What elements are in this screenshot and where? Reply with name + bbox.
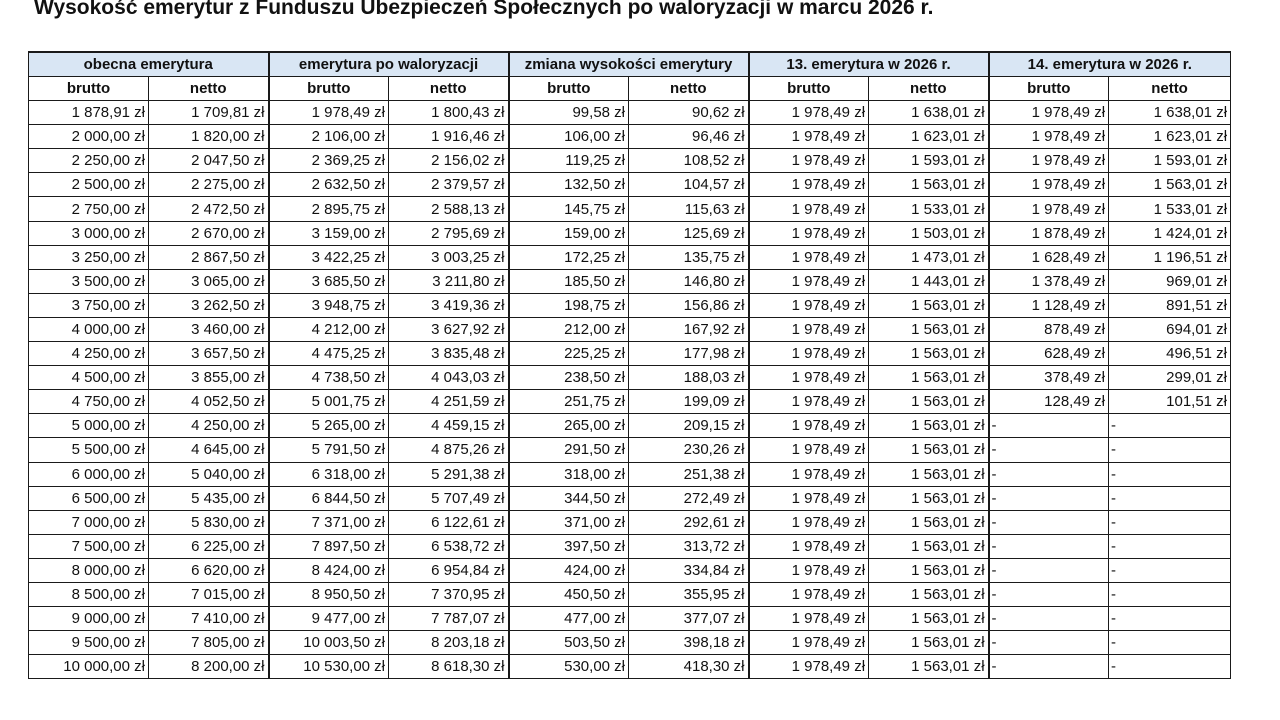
table-row: [29, 221, 1231, 245]
current-netto-cell: 4 645,00 zł: [149, 438, 269, 462]
change-brutto-cell: 424,00 zł: [509, 558, 629, 582]
current-netto-cell: 2 670,00 zł: [149, 221, 269, 245]
14th-netto-cell: 1 623,01 zł: [1109, 125, 1231, 149]
14th-netto-cell: 891,51 zł: [1109, 293, 1231, 317]
change-brutto-cell: 198,75 zł: [509, 293, 629, 317]
current-brutto-cell: 8 000,00 zł: [29, 558, 149, 582]
14th-netto-cell: -: [1109, 510, 1231, 534]
document-title: Wysokość emerytur z Funduszu Ubezpieczeń Społecznych po waloryzacji w marcu 2026 r.: [34, 0, 934, 19]
after-indexation-netto-cell: 4 459,15 zł: [389, 414, 509, 438]
13th-netto-cell: 1 563,01 zł: [869, 414, 989, 438]
current-netto-cell: 6 225,00 zł: [149, 534, 269, 558]
13th-brutto-cell: 1 978,49 zł: [749, 462, 869, 486]
current-netto-cell: 3 855,00 zł: [149, 366, 269, 390]
13th-brutto-cell: 1 978,49 zł: [749, 221, 869, 245]
change-netto-cell: 230,26 zł: [629, 438, 749, 462]
after-indexation-brutto-cell: 4 212,00 zł: [269, 317, 389, 341]
current-brutto-cell: 5 000,00 zł: [29, 414, 149, 438]
current-brutto-cell: 4 000,00 zł: [29, 317, 149, 341]
current-brutto-cell: 4 250,00 zł: [29, 342, 149, 366]
current-brutto-cell: 9 000,00 zł: [29, 607, 149, 631]
14th-brutto-cell: -: [989, 486, 1109, 510]
change-netto-cell: 313,72 zł: [629, 534, 749, 558]
13th-brutto-cell: 1 978,49 zł: [749, 390, 869, 414]
current-netto-cell: 3 460,00 zł: [149, 317, 269, 341]
after-indexation-netto-cell: 3 419,36 zł: [389, 293, 509, 317]
14th-brutto-cell: -: [989, 510, 1109, 534]
current-netto-cell: 5 830,00 zł: [149, 510, 269, 534]
after-indexation-brutto-cell: 9 477,00 zł: [269, 607, 389, 631]
after-indexation-brutto-cell: 3 159,00 zł: [269, 221, 389, 245]
14th-brutto-cell: 1 128,49 zł: [989, 293, 1109, 317]
14th-netto-cell: 101,51 zł: [1109, 390, 1231, 414]
13th-netto-cell: 1 623,01 zł: [869, 125, 989, 149]
table-row: [29, 101, 1231, 125]
current-brutto-cell: 6 500,00 zł: [29, 486, 149, 510]
change-brutto-cell: 185,50 zł: [509, 269, 629, 293]
current-netto-cell: 2 275,00 zł: [149, 173, 269, 197]
after-indexation-brutto-cell: 6 844,50 zł: [269, 486, 389, 510]
current-netto-cell: 7 410,00 zł: [149, 607, 269, 631]
table-row: [29, 125, 1231, 149]
group-header-13th-pension: 13. emerytura w 2026 r.: [749, 52, 989, 77]
13th-netto-cell: 1 638,01 zł: [869, 101, 989, 125]
change-netto-cell: 199,09 zł: [629, 390, 749, 414]
change-netto-cell: 167,92 zł: [629, 317, 749, 341]
after-indexation-netto-cell: 3 835,48 zł: [389, 342, 509, 366]
current-brutto-cell: 3 500,00 zł: [29, 269, 149, 293]
after-indexation-brutto-cell: 5 265,00 zł: [269, 414, 389, 438]
14th-netto-cell: 1 593,01 zł: [1109, 149, 1231, 173]
change-brutto-cell: 503,50 zł: [509, 631, 629, 655]
change-netto-cell: 272,49 zł: [629, 486, 749, 510]
change-brutto-cell: 99,58 zł: [509, 101, 629, 125]
13th-netto-cell: 1 563,01 zł: [869, 438, 989, 462]
change-brutto-cell: 238,50 zł: [509, 366, 629, 390]
14th-netto-cell: 1 196,51 zł: [1109, 245, 1231, 269]
14th-netto-cell: -: [1109, 414, 1231, 438]
after-indexation-brutto-cell: 5 791,50 zł: [269, 438, 389, 462]
13th-brutto-cell: 1 978,49 zł: [749, 607, 869, 631]
after-indexation-brutto-cell: 7 371,00 zł: [269, 510, 389, 534]
current-brutto-cell: 4 500,00 zł: [29, 366, 149, 390]
13th-netto-cell: 1 563,01 zł: [869, 558, 989, 582]
after-indexation-netto-cell: 2 379,57 zł: [389, 173, 509, 197]
current-brutto-cell: 7 000,00 zł: [29, 510, 149, 534]
table-row: [29, 197, 1231, 221]
change-brutto-cell: 132,50 zł: [509, 173, 629, 197]
13th-netto-cell: 1 563,01 zł: [869, 510, 989, 534]
13th-brutto-cell: 1 978,49 zł: [749, 317, 869, 341]
14th-brutto-cell: -: [989, 558, 1109, 582]
change-brutto-cell: 318,00 zł: [509, 462, 629, 486]
13th-brutto-cell: 1 978,49 zł: [749, 534, 869, 558]
current-brutto-cell: 8 500,00 zł: [29, 582, 149, 606]
current-netto-cell: 6 620,00 zł: [149, 558, 269, 582]
after-indexation-netto-cell: 6 538,72 zł: [389, 534, 509, 558]
table-row: [29, 293, 1231, 317]
table-row: [29, 462, 1231, 486]
current-brutto-cell: 2 250,00 zł: [29, 149, 149, 173]
sub-header-netto: netto: [389, 77, 509, 101]
change-brutto-cell: 212,00 zł: [509, 317, 629, 341]
14th-netto-cell: 1 563,01 zł: [1109, 173, 1231, 197]
13th-brutto-cell: 1 978,49 zł: [749, 582, 869, 606]
sub-header-netto: netto: [1109, 77, 1231, 101]
14th-brutto-cell: 878,49 zł: [989, 317, 1109, 341]
table-row: [29, 317, 1231, 341]
14th-netto-cell: -: [1109, 534, 1231, 558]
after-indexation-netto-cell: 6 954,84 zł: [389, 558, 509, 582]
13th-netto-cell: 1 533,01 zł: [869, 197, 989, 221]
current-netto-cell: 3 262,50 zł: [149, 293, 269, 317]
sub-header-netto: netto: [869, 77, 989, 101]
change-netto-cell: 135,75 zł: [629, 245, 749, 269]
13th-netto-cell: 1 563,01 zł: [869, 631, 989, 655]
after-indexation-brutto-cell: 2 632,50 zł: [269, 173, 389, 197]
14th-brutto-cell: 1 978,49 zł: [989, 149, 1109, 173]
13th-netto-cell: 1 563,01 zł: [869, 655, 989, 679]
table-row: [29, 342, 1231, 366]
14th-brutto-cell: 1 378,49 zł: [989, 269, 1109, 293]
change-brutto-cell: 371,00 zł: [509, 510, 629, 534]
14th-brutto-cell: 1 628,49 zł: [989, 245, 1109, 269]
13th-brutto-cell: 1 978,49 zł: [749, 631, 869, 655]
13th-brutto-cell: 1 978,49 zł: [749, 655, 869, 679]
after-indexation-brutto-cell: 8 950,50 zł: [269, 582, 389, 606]
change-brutto-cell: 397,50 zł: [509, 534, 629, 558]
14th-netto-cell: -: [1109, 438, 1231, 462]
after-indexation-brutto-cell: 2 369,25 zł: [269, 149, 389, 173]
after-indexation-netto-cell: 3 627,92 zł: [389, 317, 509, 341]
change-brutto-cell: 251,75 zł: [509, 390, 629, 414]
change-brutto-cell: 344,50 zł: [509, 486, 629, 510]
14th-netto-cell: 694,01 zł: [1109, 317, 1231, 341]
13th-brutto-cell: 1 978,49 zł: [749, 510, 869, 534]
current-netto-cell: 2 472,50 zł: [149, 197, 269, 221]
13th-brutto-cell: 1 978,49 zł: [749, 245, 869, 269]
14th-brutto-cell: 1 978,49 zł: [989, 101, 1109, 125]
change-netto-cell: 115,63 zł: [629, 197, 749, 221]
14th-netto-cell: -: [1109, 558, 1231, 582]
sub-header-row: [29, 77, 1231, 101]
change-brutto-cell: 477,00 zł: [509, 607, 629, 631]
14th-brutto-cell: -: [989, 414, 1109, 438]
14th-brutto-cell: 1 878,49 zł: [989, 221, 1109, 245]
change-netto-cell: 146,80 zł: [629, 269, 749, 293]
sub-header-brutto: brutto: [269, 77, 389, 101]
14th-brutto-cell: -: [989, 582, 1109, 606]
13th-netto-cell: 1 503,01 zł: [869, 221, 989, 245]
current-netto-cell: 5 435,00 zł: [149, 486, 269, 510]
current-netto-cell: 1 709,81 zł: [149, 101, 269, 125]
14th-netto-cell: -: [1109, 631, 1231, 655]
current-brutto-cell: 6 000,00 zł: [29, 462, 149, 486]
13th-brutto-cell: 1 978,49 zł: [749, 125, 869, 149]
13th-brutto-cell: 1 978,49 zł: [749, 366, 869, 390]
table-row: [29, 534, 1231, 558]
after-indexation-netto-cell: 2 795,69 zł: [389, 221, 509, 245]
after-indexation-netto-cell: 2 588,13 zł: [389, 197, 509, 221]
table-row: [29, 607, 1231, 631]
13th-brutto-cell: 1 978,49 zł: [749, 342, 869, 366]
14th-brutto-cell: 628,49 zł: [989, 342, 1109, 366]
table-body: [29, 101, 1231, 679]
change-netto-cell: 209,15 zł: [629, 414, 749, 438]
13th-netto-cell: 1 563,01 zł: [869, 534, 989, 558]
after-indexation-brutto-cell: 8 424,00 zł: [269, 558, 389, 582]
current-netto-cell: 7 015,00 zł: [149, 582, 269, 606]
change-netto-cell: 177,98 zł: [629, 342, 749, 366]
current-netto-cell: 3 065,00 zł: [149, 269, 269, 293]
14th-brutto-cell: 128,49 zł: [989, 390, 1109, 414]
after-indexation-brutto-cell: 10 530,00 zł: [269, 655, 389, 679]
group-header-current-pension: obecna emerytura: [29, 52, 269, 77]
change-netto-cell: 156,86 zł: [629, 293, 749, 317]
change-brutto-cell: 159,00 zł: [509, 221, 629, 245]
after-indexation-brutto-cell: 1 978,49 zł: [269, 101, 389, 125]
table-row: [29, 655, 1231, 679]
after-indexation-brutto-cell: 2 895,75 zł: [269, 197, 389, 221]
13th-brutto-cell: 1 978,49 zł: [749, 438, 869, 462]
table-row: [29, 414, 1231, 438]
14th-brutto-cell: -: [989, 534, 1109, 558]
13th-brutto-cell: 1 978,49 zł: [749, 486, 869, 510]
change-brutto-cell: 450,50 zł: [509, 582, 629, 606]
group-header-pension-after-indexation: emerytura po waloryzacji: [269, 52, 509, 77]
13th-netto-cell: 1 563,01 zł: [869, 486, 989, 510]
after-indexation-brutto-cell: 3 422,25 zł: [269, 245, 389, 269]
current-brutto-cell: 10 000,00 zł: [29, 655, 149, 679]
sub-header-brutto: brutto: [749, 77, 869, 101]
after-indexation-brutto-cell: 10 003,50 zł: [269, 631, 389, 655]
after-indexation-brutto-cell: 2 106,00 zł: [269, 125, 389, 149]
current-netto-cell: 1 820,00 zł: [149, 125, 269, 149]
change-brutto-cell: 119,25 zł: [509, 149, 629, 173]
13th-netto-cell: 1 563,01 zł: [869, 390, 989, 414]
after-indexation-netto-cell: 3 211,80 zł: [389, 269, 509, 293]
change-netto-cell: 108,52 zł: [629, 149, 749, 173]
current-netto-cell: 7 805,00 zł: [149, 631, 269, 655]
current-brutto-cell: 2 000,00 zł: [29, 125, 149, 149]
after-indexation-netto-cell: 1 916,46 zł: [389, 125, 509, 149]
14th-brutto-cell: 1 978,49 zł: [989, 173, 1109, 197]
14th-brutto-cell: -: [989, 607, 1109, 631]
change-netto-cell: 90,62 zł: [629, 101, 749, 125]
13th-netto-cell: 1 563,01 zł: [869, 462, 989, 486]
14th-netto-cell: -: [1109, 486, 1231, 510]
13th-brutto-cell: 1 978,49 zł: [749, 269, 869, 293]
table-row: [29, 558, 1231, 582]
change-netto-cell: 251,38 zł: [629, 462, 749, 486]
after-indexation-netto-cell: 8 203,18 zł: [389, 631, 509, 655]
sub-header-brutto: brutto: [509, 77, 629, 101]
14th-netto-cell: 1 533,01 zł: [1109, 197, 1231, 221]
after-indexation-brutto-cell: 3 948,75 zł: [269, 293, 389, 317]
current-brutto-cell: 4 750,00 zł: [29, 390, 149, 414]
change-brutto-cell: 225,25 zł: [509, 342, 629, 366]
13th-netto-cell: 1 473,01 zł: [869, 245, 989, 269]
current-brutto-cell: 5 500,00 zł: [29, 438, 149, 462]
sub-header-netto: netto: [149, 77, 269, 101]
change-netto-cell: 377,07 zł: [629, 607, 749, 631]
change-brutto-cell: 172,25 zł: [509, 245, 629, 269]
change-netto-cell: 334,84 zł: [629, 558, 749, 582]
13th-brutto-cell: 1 978,49 zł: [749, 293, 869, 317]
table-row: [29, 486, 1231, 510]
14th-netto-cell: -: [1109, 582, 1231, 606]
sub-header-brutto: brutto: [29, 77, 149, 101]
after-indexation-netto-cell: 7 370,95 zł: [389, 582, 509, 606]
after-indexation-netto-cell: 6 122,61 zł: [389, 510, 509, 534]
change-netto-cell: 96,46 zł: [629, 125, 749, 149]
after-indexation-netto-cell: 1 800,43 zł: [389, 101, 509, 125]
change-netto-cell: 355,95 zł: [629, 582, 749, 606]
group-header-row: [29, 52, 1231, 77]
after-indexation-netto-cell: 8 618,30 zł: [389, 655, 509, 679]
table-row: [29, 582, 1231, 606]
table-row: [29, 631, 1231, 655]
13th-brutto-cell: 1 978,49 zł: [749, 101, 869, 125]
current-brutto-cell: 7 500,00 zł: [29, 534, 149, 558]
14th-netto-cell: 1 638,01 zł: [1109, 101, 1231, 125]
change-brutto-cell: 291,50 zł: [509, 438, 629, 462]
table-row: [29, 438, 1231, 462]
after-indexation-netto-cell: 4 875,26 zł: [389, 438, 509, 462]
table-row: [29, 245, 1231, 269]
after-indexation-netto-cell: 3 003,25 zł: [389, 245, 509, 269]
14th-netto-cell: 299,01 zł: [1109, 366, 1231, 390]
after-indexation-netto-cell: 5 291,38 zł: [389, 462, 509, 486]
after-indexation-brutto-cell: 7 897,50 zł: [269, 534, 389, 558]
group-header-pension-change: zmiana wysokości emerytury: [509, 52, 749, 77]
14th-brutto-cell: -: [989, 655, 1109, 679]
after-indexation-netto-cell: 2 156,02 zł: [389, 149, 509, 173]
change-netto-cell: 292,61 zł: [629, 510, 749, 534]
after-indexation-brutto-cell: 3 685,50 zł: [269, 269, 389, 293]
current-netto-cell: 8 200,00 zł: [149, 655, 269, 679]
after-indexation-brutto-cell: 4 475,25 zł: [269, 342, 389, 366]
after-indexation-netto-cell: 5 707,49 zł: [389, 486, 509, 510]
14th-brutto-cell: 1 978,49 zł: [989, 125, 1109, 149]
change-brutto-cell: 145,75 zł: [509, 197, 629, 221]
current-brutto-cell: 2 500,00 zł: [29, 173, 149, 197]
14th-netto-cell: 1 424,01 zł: [1109, 221, 1231, 245]
14th-brutto-cell: -: [989, 631, 1109, 655]
current-netto-cell: 2 867,50 zł: [149, 245, 269, 269]
13th-brutto-cell: 1 978,49 zł: [749, 197, 869, 221]
after-indexation-brutto-cell: 4 738,50 zł: [269, 366, 389, 390]
14th-brutto-cell: -: [989, 438, 1109, 462]
sub-header-netto: netto: [629, 77, 749, 101]
current-netto-cell: 3 657,50 zł: [149, 342, 269, 366]
14th-brutto-cell: 378,49 zł: [989, 366, 1109, 390]
group-header-14th-pension: 14. emerytura w 2026 r.: [989, 52, 1231, 77]
after-indexation-netto-cell: 4 251,59 zł: [389, 390, 509, 414]
13th-netto-cell: 1 563,01 zł: [869, 607, 989, 631]
13th-brutto-cell: 1 978,49 zł: [749, 414, 869, 438]
13th-netto-cell: 1 593,01 zł: [869, 149, 989, 173]
13th-netto-cell: 1 563,01 zł: [869, 317, 989, 341]
13th-netto-cell: 1 563,01 zł: [869, 342, 989, 366]
change-netto-cell: 418,30 zł: [629, 655, 749, 679]
after-indexation-netto-cell: 7 787,07 zł: [389, 607, 509, 631]
current-brutto-cell: 3 750,00 zł: [29, 293, 149, 317]
13th-netto-cell: 1 563,01 zł: [869, 582, 989, 606]
14th-netto-cell: 969,01 zł: [1109, 269, 1231, 293]
sub-header-brutto: brutto: [989, 77, 1109, 101]
13th-netto-cell: 1 563,01 zł: [869, 366, 989, 390]
14th-netto-cell: 496,51 zł: [1109, 342, 1231, 366]
current-netto-cell: 2 047,50 zł: [149, 149, 269, 173]
13th-brutto-cell: 1 978,49 zł: [749, 558, 869, 582]
current-brutto-cell: 3 000,00 zł: [29, 221, 149, 245]
change-netto-cell: 188,03 zł: [629, 366, 749, 390]
change-brutto-cell: 530,00 zł: [509, 655, 629, 679]
current-brutto-cell: 9 500,00 zł: [29, 631, 149, 655]
after-indexation-brutto-cell: 6 318,00 zł: [269, 462, 389, 486]
after-indexation-netto-cell: 4 043,03 zł: [389, 366, 509, 390]
change-brutto-cell: 106,00 zł: [509, 125, 629, 149]
14th-brutto-cell: -: [989, 462, 1109, 486]
14th-netto-cell: -: [1109, 462, 1231, 486]
14th-brutto-cell: 1 978,49 zł: [989, 197, 1109, 221]
table-row: [29, 510, 1231, 534]
after-indexation-brutto-cell: 5 001,75 zł: [269, 390, 389, 414]
table-row: [29, 149, 1231, 173]
current-brutto-cell: 2 750,00 zł: [29, 197, 149, 221]
current-netto-cell: 4 250,00 zł: [149, 414, 269, 438]
13th-brutto-cell: 1 978,49 zł: [749, 173, 869, 197]
13th-netto-cell: 1 443,01 zł: [869, 269, 989, 293]
table-row: [29, 269, 1231, 293]
change-netto-cell: 125,69 zł: [629, 221, 749, 245]
14th-netto-cell: -: [1109, 655, 1231, 679]
pension-table: [28, 51, 1231, 679]
current-brutto-cell: 1 878,91 zł: [29, 101, 149, 125]
change-netto-cell: 104,57 zł: [629, 173, 749, 197]
current-netto-cell: 5 040,00 zł: [149, 462, 269, 486]
14th-netto-cell: -: [1109, 607, 1231, 631]
table-row: [29, 390, 1231, 414]
table-row: [29, 366, 1231, 390]
13th-netto-cell: 1 563,01 zł: [869, 173, 989, 197]
change-netto-cell: 398,18 zł: [629, 631, 749, 655]
current-brutto-cell: 3 250,00 zł: [29, 245, 149, 269]
current-netto-cell: 4 052,50 zł: [149, 390, 269, 414]
13th-netto-cell: 1 563,01 zł: [869, 293, 989, 317]
change-brutto-cell: 265,00 zł: [509, 414, 629, 438]
13th-brutto-cell: 1 978,49 zł: [749, 149, 869, 173]
table-row: [29, 173, 1231, 197]
